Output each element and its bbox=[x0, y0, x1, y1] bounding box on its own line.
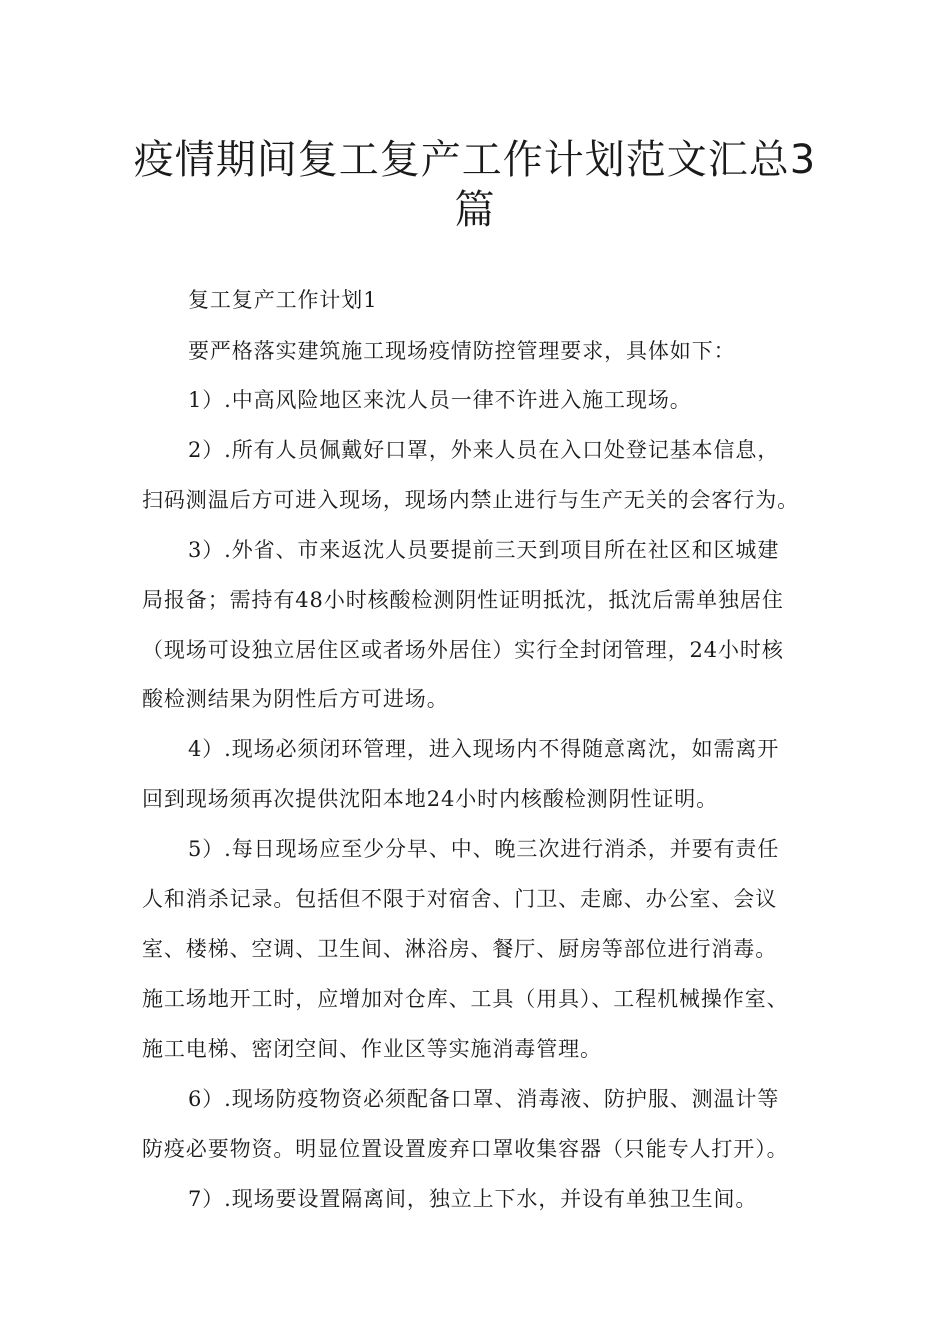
item-6-line-2: 防疫必要物资。明显位置设置废弃口罩收集容器（只能专人打开）。 bbox=[142, 1137, 789, 1161]
item-5-line-1: 5）.每日现场应至少分早、中、晚三次进行消杀，并要有责任 bbox=[188, 837, 780, 861]
intro-paragraph: 要严格落实建筑施工现场疫情防控管理要求，具体如下： bbox=[188, 339, 736, 363]
item-3-line-4: 酸检测结果为阴性后方可进场。 bbox=[142, 687, 449, 711]
item-4-line-2: 回到现场须再次提供沈阳本地24小时内核酸检测阴性证明。 bbox=[142, 787, 719, 811]
document-title-line-2: 篇 bbox=[454, 187, 496, 233]
item-2-line-1: 2）.所有人员佩戴好口罩，外来人员在入口处登记基本信息， bbox=[188, 438, 780, 462]
document-title-line-1: 疫情期间复工复产工作计划范文汇总3 bbox=[133, 137, 817, 183]
item-4-line-1: 4）.现场必须闭环管理，进入现场内不得随意离沈，如需离开 bbox=[188, 737, 780, 761]
section-heading: 复工复产工作计划1 bbox=[188, 288, 378, 312]
item-5-line-3: 室、楼梯、空调、卫生间、淋浴房、餐厅、厨房等部位进行消毒。 bbox=[142, 937, 778, 961]
item-3-line-3: （现场可设独立居住区或者场外居住）实行全封闭管理，24小时核 bbox=[142, 638, 784, 662]
item-7-line-1: 7）.现场要设置隔离间，独立上下水，并设有单独卫生间。 bbox=[188, 1187, 758, 1211]
item-5-line-4: 施工场地开工时，应增加对仓库、工具（用具）、工程机械操作室、 bbox=[142, 987, 789, 1011]
item-5-line-5: 施工电梯、密闭空间、作业区等实施消毒管理。 bbox=[142, 1037, 602, 1061]
item-6-line-1: 6）.现场防疫物资必须配备口罩、消毒液、防护服、测温计等 bbox=[188, 1087, 780, 1111]
item-1-line-1: 1）.中高风险地区来沈人员一律不许进入施工现场。 bbox=[188, 388, 692, 412]
item-3-line-2: 局报备；需持有48小时核酸检测阴性证明抵沈，抵沈后需单独居住 bbox=[142, 588, 784, 612]
item-3-line-1: 3）.外省、市来返沈人员要提前三天到项目所在社区和区城建 bbox=[188, 538, 780, 562]
item-2-line-2: 扫码测温后方可进入现场，现场内禁止进行与生产无关的会客行为。 bbox=[142, 488, 799, 512]
item-5-line-2: 人和消杀记录。包括但不限于对宿舍、门卫、走廊、办公室、会议 bbox=[142, 887, 778, 911]
